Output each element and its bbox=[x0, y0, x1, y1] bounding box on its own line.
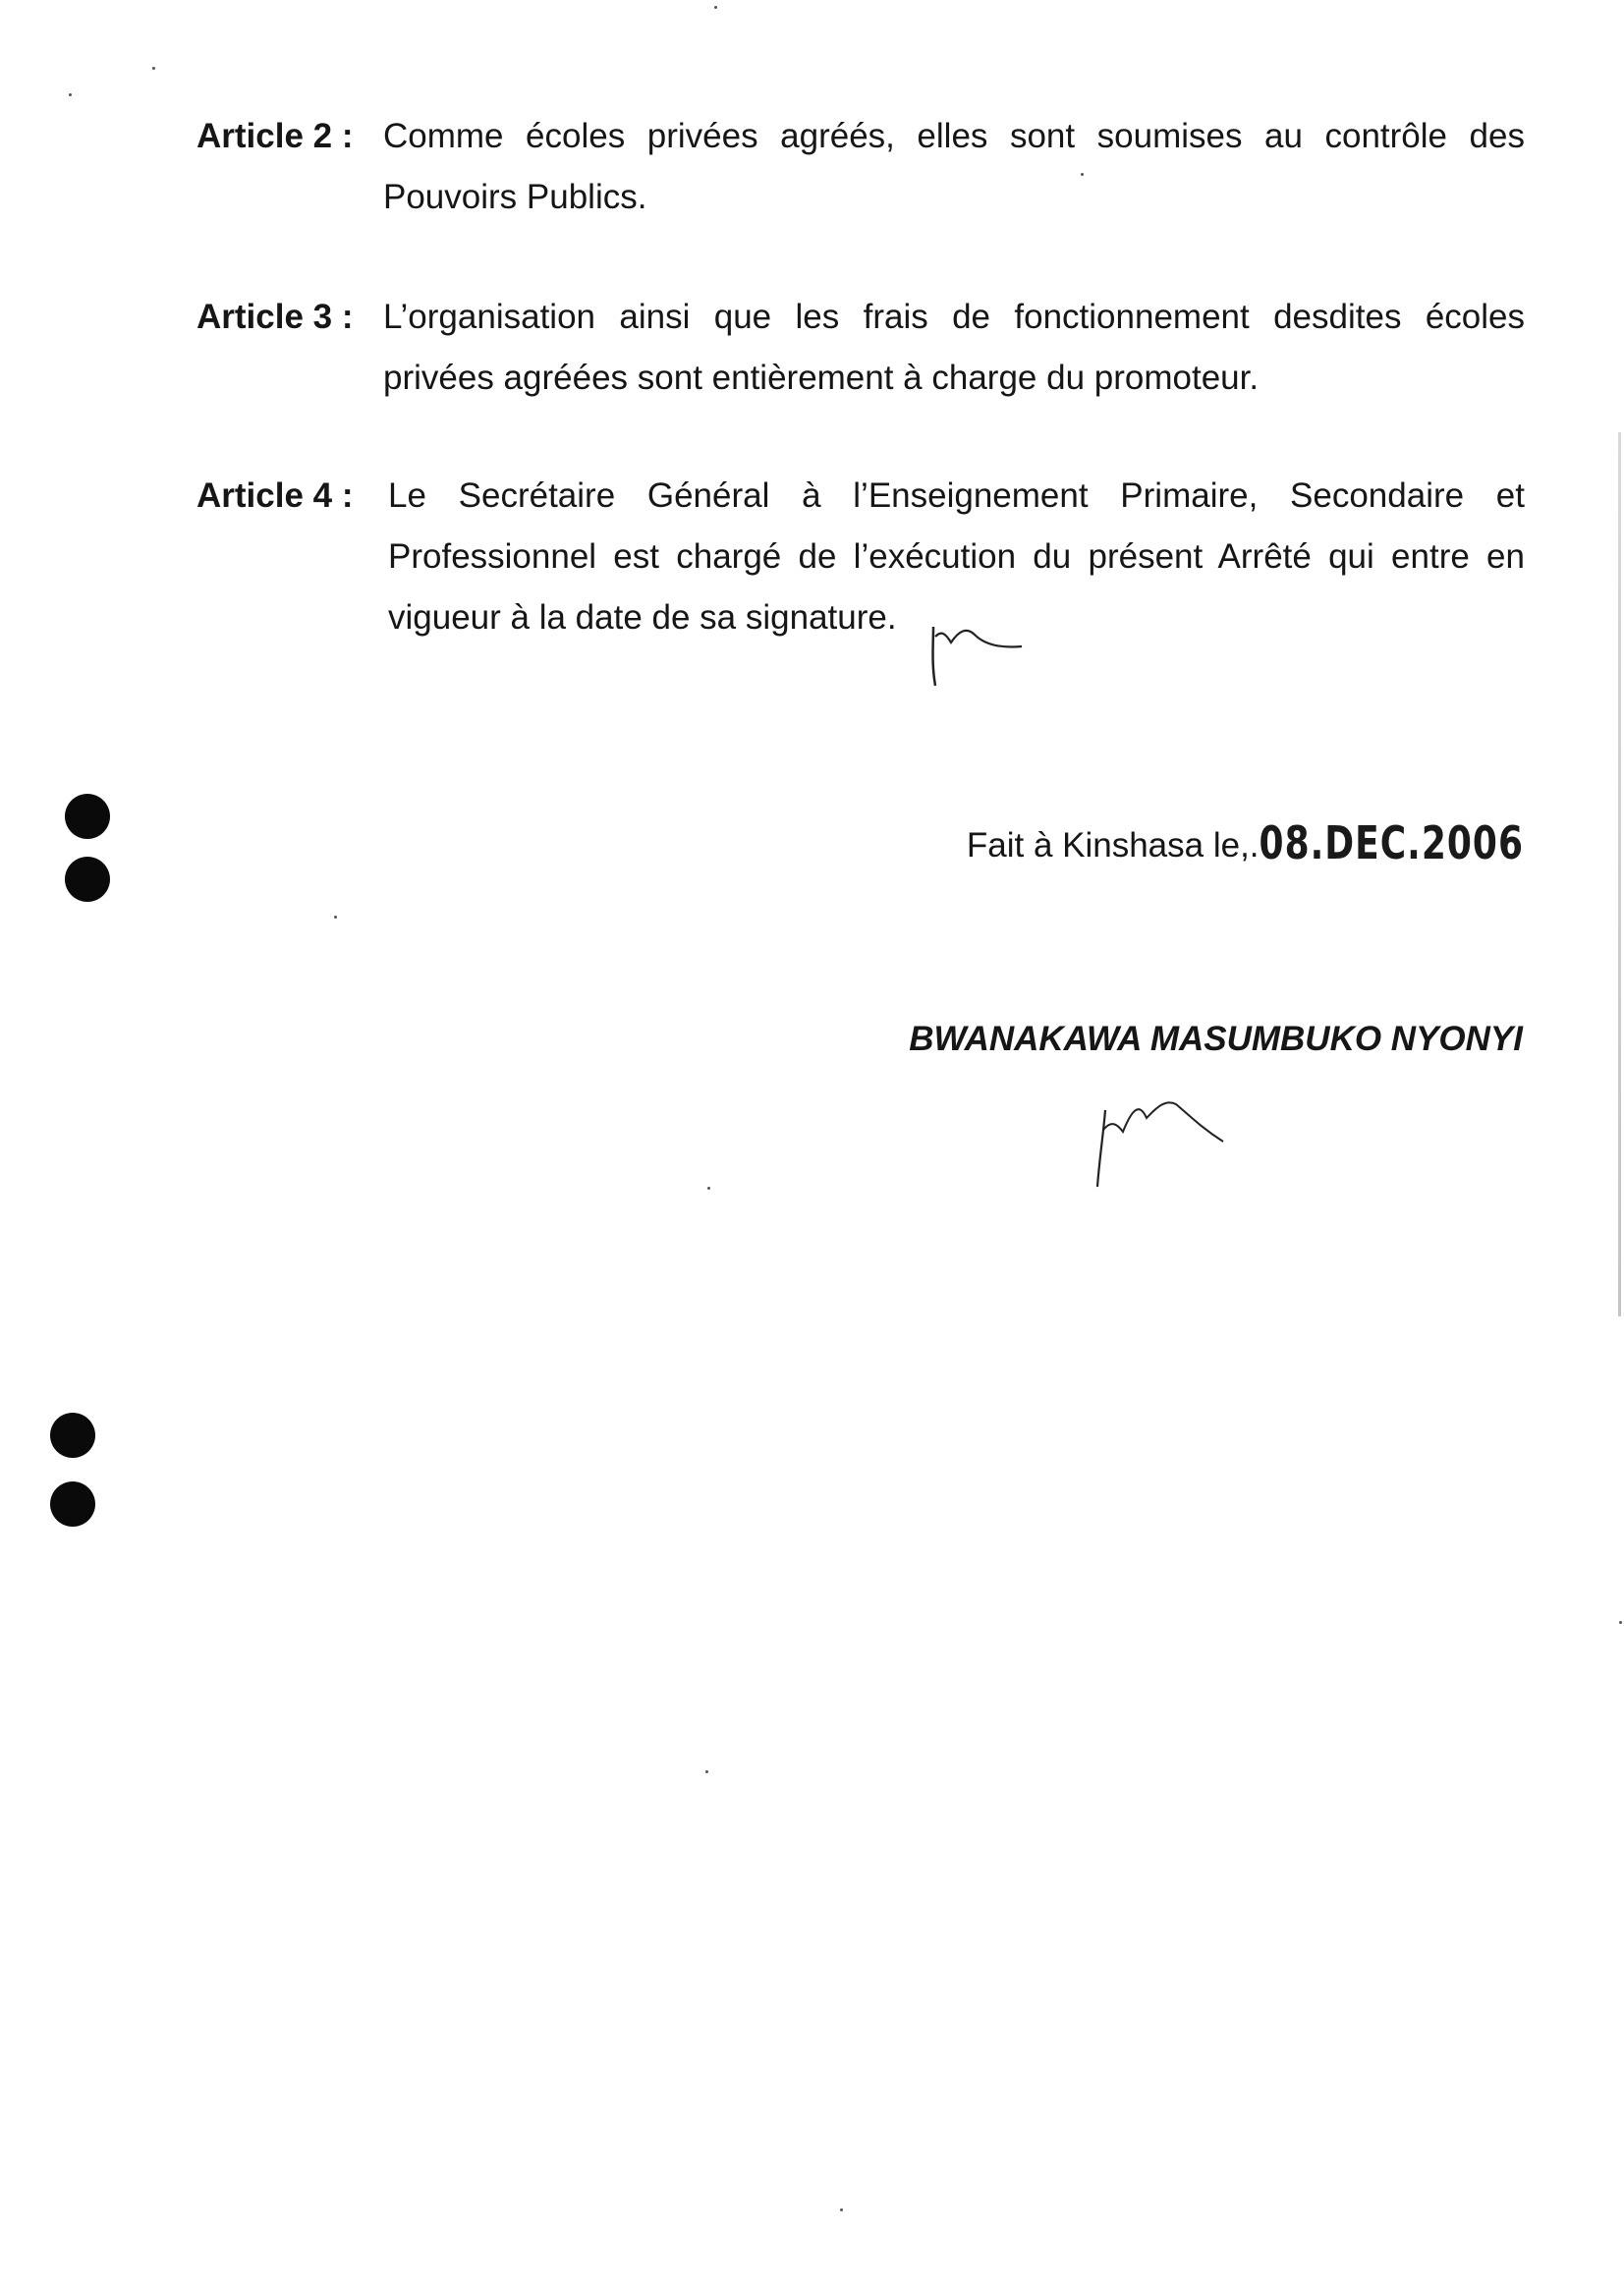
scan-speck bbox=[69, 93, 72, 96]
handwritten-signature bbox=[1086, 1090, 1243, 1189]
article-2-label: Article 2 : bbox=[196, 117, 354, 155]
article-4-text: Le Secrétaire Général à l’Enseignement Primaire, Secondaire et Professionnel est chargé de l’exécution du présent Arrêté qui entre en vigueur à la date de sa signature. bbox=[388, 476, 1525, 637]
punch-hole-1 bbox=[65, 794, 110, 839]
article-3-text: L’organisation ainsi que les frais de fonctionnement desdites écoles privées agréées sont entièrement à charge du promoteur. bbox=[383, 298, 1525, 397]
place-and-date bbox=[966, 817, 1524, 870]
article-4-label: Article 4 : bbox=[196, 476, 354, 515]
scan-speck bbox=[705, 1770, 708, 1773]
scan-speck bbox=[152, 67, 155, 70]
article-3 bbox=[196, 287, 1525, 409]
scan-speck bbox=[1619, 1621, 1622, 1624]
article-2 bbox=[196, 106, 1525, 228]
article-4 bbox=[196, 466, 1525, 648]
article-2-text: Comme écoles privées agréés, elles sont soumises au contrôle des Pouvoirs Publics. bbox=[383, 117, 1525, 216]
place-prefix: Fait à Kinshasa le,. bbox=[966, 826, 1260, 865]
signatory-name: BWANAKAWA MASUMBUKO NYONYI bbox=[909, 1020, 1523, 1058]
scan-speck bbox=[714, 6, 717, 9]
scan-speck bbox=[840, 2208, 843, 2211]
date-stamp: 08.DEC.2006 bbox=[1259, 817, 1524, 870]
punch-hole-2 bbox=[65, 857, 110, 902]
punch-hole-3 bbox=[50, 1413, 95, 1458]
scan-speck bbox=[1081, 173, 1084, 176]
scan-speck bbox=[707, 1187, 710, 1190]
scan-speck bbox=[334, 916, 337, 919]
handwritten-initials bbox=[924, 609, 1032, 688]
article-3-label: Article 3 : bbox=[196, 298, 354, 336]
punch-hole-4 bbox=[50, 1481, 95, 1527]
scan-edge bbox=[1618, 432, 1621, 1316]
